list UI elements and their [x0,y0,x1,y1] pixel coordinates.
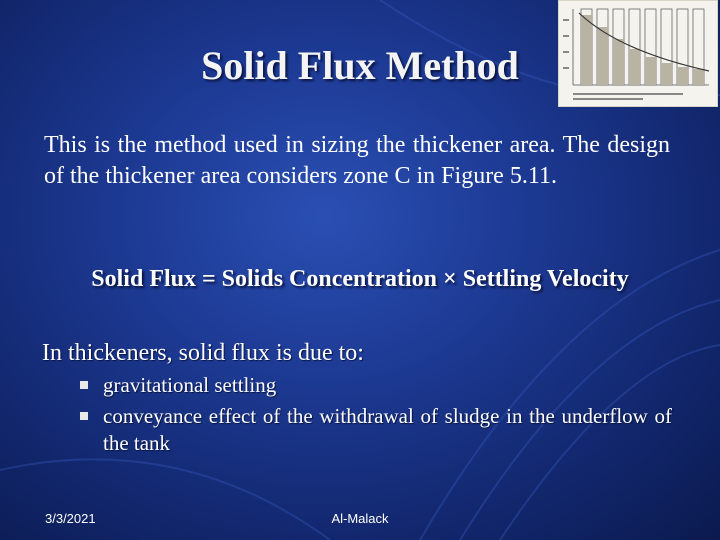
list-item-text: conveyance effect of the withdrawal of sludge in the underflow of the tank [103,404,672,455]
intro-paragraph: This is the method used in sizing the thickener area. The design of the thickener area considers zone C in Figure 5.11. [44,132,670,189]
square-bullet-icon [80,381,88,389]
solid-flux-equation: Solid Flux = Solids Concentration × Settling Velocity [91,266,629,292]
slide-title: Solid Flux Method [201,43,519,88]
footer-author: Al-Malack [331,511,389,526]
square-bullet-icon [80,412,88,420]
footer-date: 3/3/2021 [45,511,96,526]
solid-flux-causes-list [80,372,672,461]
list-item-text: gravitational settling [103,373,277,397]
figure-thumbnail [558,0,718,107]
list-item [80,372,672,399]
list-item [80,403,672,457]
settling-column-figure-icon [559,1,717,106]
solid-flux-causes-heading: In thickeners, solid flux is due to: [42,340,364,366]
